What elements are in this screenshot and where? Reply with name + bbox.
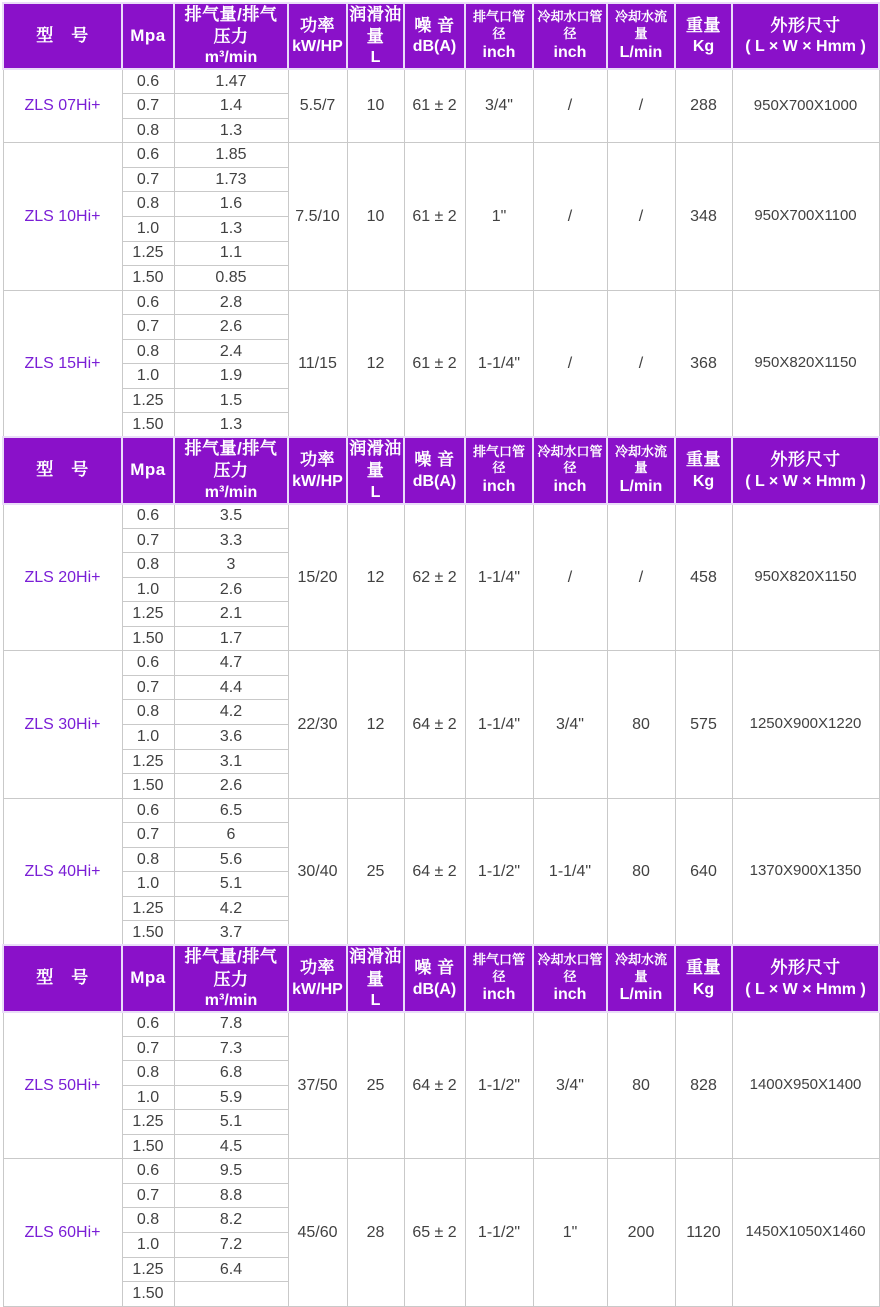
mpa-cell: 1.50	[122, 1134, 174, 1159]
column-header-outlet	[465, 3, 533, 69]
noise-cell: 62 ± 2	[404, 504, 465, 651]
flow-cell: 8.8	[174, 1183, 288, 1208]
column-header-model	[3, 3, 122, 69]
model-cell: ZLS 07Hi+	[3, 69, 122, 143]
header-label: 排气量/排气压力	[184, 5, 278, 47]
dims-cell: 1250X900X1220	[732, 651, 879, 798]
header-label: 重量	[686, 958, 721, 978]
column-header-coolport	[533, 437, 607, 503]
coolport-cell: 3/4"	[533, 651, 607, 798]
power-cell: 5.5/7	[288, 69, 347, 143]
coolport-cell: 1"	[533, 1159, 607, 1306]
header-label: 型 号	[36, 968, 89, 988]
flow-cell: 1.3	[174, 413, 288, 438]
mpa-cell: 0.7	[122, 823, 174, 848]
header-unit: inch	[553, 478, 587, 496]
mpa-cell: 0.7	[122, 94, 174, 119]
model-cell: ZLS 20Hi+	[3, 504, 122, 651]
model-cell: ZLS 50Hi+	[3, 1012, 122, 1159]
column-header-flow	[174, 945, 288, 1011]
flow-cell: 3	[174, 553, 288, 578]
outlet-cell: 1-1/2"	[465, 1159, 533, 1306]
header-label: 噪 音	[414, 16, 455, 36]
header-label: 外形尺寸	[770, 16, 841, 36]
coolflow-cell: 80	[607, 651, 675, 798]
coolflow-cell: 80	[607, 1012, 675, 1159]
flow-cell: 1.6	[174, 192, 288, 217]
header-label: 润滑油量	[349, 439, 402, 481]
oil-cell: 12	[347, 651, 404, 798]
header-unit: L/min	[619, 986, 663, 1004]
flow-cell: 1.73	[174, 167, 288, 192]
header-unit: kW/HP	[292, 472, 343, 490]
mpa-cell: 1.0	[122, 577, 174, 602]
weight-cell: 458	[675, 504, 732, 651]
flow-cell: 7.2	[174, 1233, 288, 1258]
header-label: 润滑油量	[349, 5, 402, 47]
model-cell: ZLS 60Hi+	[3, 1159, 122, 1306]
model-cell: ZLS 15Hi+	[3, 290, 122, 437]
flow-cell	[174, 1282, 288, 1307]
mpa-cell: 0.8	[122, 1061, 174, 1086]
header-unit: ( L × W × Hmm )	[745, 38, 866, 56]
header-unit: dB(A)	[412, 38, 457, 56]
header-unit: Kg	[692, 472, 715, 490]
header-label: Mpa	[130, 26, 166, 46]
coolport-cell: /	[533, 290, 607, 437]
oil-cell: 25	[347, 798, 404, 945]
header-row	[3, 437, 879, 503]
column-header-model	[3, 437, 122, 503]
header-unit: ( L × W × Hmm )	[745, 472, 866, 490]
header-label: 冷却水口管径	[537, 951, 603, 984]
column-header-oil	[347, 945, 404, 1011]
header-row	[3, 945, 879, 1011]
mpa-cell: 1.0	[122, 872, 174, 897]
outlet-cell: 1-1/2"	[465, 798, 533, 945]
table-row	[3, 1159, 879, 1184]
power-cell: 37/50	[288, 1012, 347, 1159]
mpa-cell: 0.6	[122, 143, 174, 168]
header-unit: m³/min	[204, 49, 258, 67]
flow-cell: 1.1	[174, 241, 288, 266]
mpa-cell: 1.50	[122, 413, 174, 438]
header-label: 排气口管径	[472, 9, 525, 42]
flow-cell: 6.5	[174, 798, 288, 823]
coolflow-cell: 80	[607, 798, 675, 945]
header-label: 润滑油量	[349, 947, 402, 989]
header-label: 冷却水流量	[614, 443, 667, 476]
outlet-cell: 1-1/4"	[465, 504, 533, 651]
coolport-cell: /	[533, 504, 607, 651]
flow-cell: 4.2	[174, 700, 288, 725]
column-header-weight	[675, 945, 732, 1011]
mpa-cell: 1.50	[122, 774, 174, 799]
mpa-cell: 0.8	[122, 339, 174, 364]
mpa-cell: 1.50	[122, 626, 174, 651]
mpa-cell: 1.0	[122, 364, 174, 389]
noise-cell: 64 ± 2	[404, 798, 465, 945]
table-row	[3, 143, 879, 168]
coolflow-cell: /	[607, 143, 675, 290]
column-header-model	[3, 945, 122, 1011]
column-header-power	[288, 437, 347, 503]
noise-cell: 64 ± 2	[404, 1012, 465, 1159]
flow-cell: 1.3	[174, 118, 288, 143]
noise-cell: 61 ± 2	[404, 69, 465, 143]
header-label: 排气量/排气压力	[184, 947, 278, 989]
flow-cell: 7.8	[174, 1012, 288, 1037]
flow-cell: 9.5	[174, 1159, 288, 1184]
flow-cell: 3.5	[174, 504, 288, 529]
header-label: 噪 音	[414, 958, 455, 978]
spec-table	[2, 2, 880, 1307]
column-header-dims	[732, 945, 879, 1011]
power-cell: 11/15	[288, 290, 347, 437]
header-unit: inch	[482, 478, 516, 496]
power-cell: 45/60	[288, 1159, 347, 1306]
column-header-outlet	[465, 437, 533, 503]
flow-cell: 4.2	[174, 896, 288, 921]
mpa-cell: 0.7	[122, 675, 174, 700]
header-unit: L/min	[619, 43, 663, 61]
flow-cell: 1.9	[174, 364, 288, 389]
column-header-noise	[404, 945, 465, 1011]
power-cell: 30/40	[288, 798, 347, 945]
header-unit: inch	[553, 986, 587, 1004]
coolport-cell: /	[533, 143, 607, 290]
coolport-cell: /	[533, 69, 607, 143]
column-header-coolport	[533, 945, 607, 1011]
header-label: 噪 音	[414, 450, 455, 470]
mpa-cell: 0.7	[122, 1183, 174, 1208]
flow-cell: 6.8	[174, 1061, 288, 1086]
header-label: 重量	[686, 16, 721, 36]
column-header-weight	[675, 3, 732, 69]
mpa-cell: 1.50	[122, 266, 174, 291]
mpa-cell: 0.7	[122, 315, 174, 340]
flow-cell: 0.85	[174, 266, 288, 291]
coolflow-cell: /	[607, 69, 675, 143]
spec-sheet	[0, 2, 880, 1307]
dims-cell: 1400X950X1400	[732, 1012, 879, 1159]
coolflow-cell: /	[607, 290, 675, 437]
mpa-cell: 0.6	[122, 651, 174, 676]
column-header-noise	[404, 437, 465, 503]
header-unit: kW/HP	[292, 980, 343, 998]
header-label: 外形尺寸	[770, 450, 841, 470]
weight-cell: 348	[675, 143, 732, 290]
oil-cell: 12	[347, 504, 404, 651]
column-header-mpa	[122, 3, 174, 69]
power-cell: 15/20	[288, 504, 347, 651]
model-cell: ZLS 40Hi+	[3, 798, 122, 945]
header-unit: m³/min	[204, 991, 258, 1009]
outlet-cell: 3/4"	[465, 69, 533, 143]
mpa-cell: 0.6	[122, 504, 174, 529]
outlet-cell: 1-1/2"	[465, 1012, 533, 1159]
mpa-cell: 1.0	[122, 216, 174, 241]
header-unit: kW/HP	[292, 38, 343, 56]
flow-cell: 1.47	[174, 69, 288, 94]
header-unit: ( L × W × Hmm )	[745, 980, 866, 998]
header-label: 重量	[686, 450, 721, 470]
header-label: 型 号	[36, 460, 89, 480]
flow-cell: 8.2	[174, 1208, 288, 1233]
column-header-noise	[404, 3, 465, 69]
header-unit: dB(A)	[412, 472, 457, 490]
flow-cell: 3.7	[174, 921, 288, 946]
mpa-cell: 0.8	[122, 700, 174, 725]
dims-cell: 950X820X1150	[732, 290, 879, 437]
outlet-cell: 1-1/4"	[465, 290, 533, 437]
table-row	[3, 651, 879, 676]
column-header-outlet	[465, 945, 533, 1011]
column-header-mpa	[122, 945, 174, 1011]
model-cell: ZLS 30Hi+	[3, 651, 122, 798]
mpa-cell: 1.0	[122, 725, 174, 750]
power-cell: 7.5/10	[288, 143, 347, 290]
mpa-cell: 0.7	[122, 1036, 174, 1061]
mpa-cell: 1.25	[122, 749, 174, 774]
header-label: 功率	[300, 958, 335, 978]
header-unit: inch	[482, 986, 516, 1004]
flow-cell: 5.1	[174, 1110, 288, 1135]
column-header-coolflow	[607, 3, 675, 69]
table-row	[3, 69, 879, 94]
flow-cell: 6	[174, 823, 288, 848]
header-label: 外形尺寸	[770, 958, 841, 978]
header-label: 功率	[300, 450, 335, 470]
mpa-cell: 0.7	[122, 167, 174, 192]
header-label: 冷却水流量	[614, 951, 667, 984]
header-label: 排气口管径	[472, 951, 525, 984]
flow-cell: 1.85	[174, 143, 288, 168]
mpa-cell: 1.0	[122, 1233, 174, 1258]
flow-cell: 7.3	[174, 1036, 288, 1061]
table-row	[3, 798, 879, 823]
oil-cell: 10	[347, 69, 404, 143]
header-label: 排气口管径	[472, 443, 525, 476]
header-label: Mpa	[130, 460, 166, 480]
dims-cell: 950X700X1000	[732, 69, 879, 143]
flow-cell: 4.4	[174, 675, 288, 700]
flow-cell: 4.5	[174, 1134, 288, 1159]
outlet-cell: 1"	[465, 143, 533, 290]
header-label: 功率	[300, 16, 335, 36]
mpa-cell: 1.0	[122, 1085, 174, 1110]
header-unit: Kg	[692, 38, 715, 56]
flow-cell: 3.6	[174, 725, 288, 750]
header-label: 型 号	[36, 26, 89, 46]
mpa-cell: 0.8	[122, 118, 174, 143]
dims-cell: 1450X1050X1460	[732, 1159, 879, 1306]
weight-cell: 368	[675, 290, 732, 437]
mpa-cell: 0.7	[122, 528, 174, 553]
flow-cell: 6.4	[174, 1257, 288, 1282]
flow-cell: 1.5	[174, 388, 288, 413]
weight-cell: 828	[675, 1012, 732, 1159]
oil-cell: 10	[347, 143, 404, 290]
oil-cell: 12	[347, 290, 404, 437]
header-unit: inch	[482, 43, 516, 61]
mpa-cell: 1.25	[122, 1110, 174, 1135]
model-cell: ZLS 10Hi+	[3, 143, 122, 290]
flow-cell: 5.1	[174, 872, 288, 897]
weight-cell: 575	[675, 651, 732, 798]
column-header-coolflow	[607, 945, 675, 1011]
header-label: Mpa	[130, 968, 166, 988]
header-unit: dB(A)	[412, 980, 457, 998]
noise-cell: 65 ± 2	[404, 1159, 465, 1306]
column-header-mpa	[122, 437, 174, 503]
header-unit: inch	[553, 43, 587, 61]
column-header-coolflow	[607, 437, 675, 503]
header-label: 排气量/排气压力	[184, 439, 278, 481]
mpa-cell: 1.25	[122, 388, 174, 413]
noise-cell: 64 ± 2	[404, 651, 465, 798]
flow-cell: 2.6	[174, 577, 288, 602]
column-header-power	[288, 945, 347, 1011]
header-unit: L/min	[619, 478, 663, 496]
mpa-cell: 1.50	[122, 921, 174, 946]
coolflow-cell: 200	[607, 1159, 675, 1306]
mpa-cell: 1.25	[122, 896, 174, 921]
noise-cell: 61 ± 2	[404, 143, 465, 290]
noise-cell: 61 ± 2	[404, 290, 465, 437]
coolflow-cell: /	[607, 504, 675, 651]
flow-cell: 5.9	[174, 1085, 288, 1110]
weight-cell: 288	[675, 69, 732, 143]
mpa-cell: 0.8	[122, 192, 174, 217]
table-row	[3, 504, 879, 529]
flow-cell: 3.3	[174, 528, 288, 553]
flow-cell: 2.4	[174, 339, 288, 364]
mpa-cell: 1.25	[122, 602, 174, 627]
mpa-cell: 0.6	[122, 798, 174, 823]
coolport-cell: 3/4"	[533, 1012, 607, 1159]
column-header-oil	[347, 437, 404, 503]
oil-cell: 25	[347, 1012, 404, 1159]
weight-cell: 1120	[675, 1159, 732, 1306]
dims-cell: 1370X900X1350	[732, 798, 879, 945]
header-unit: L	[370, 49, 381, 67]
flow-cell: 2.1	[174, 602, 288, 627]
flow-cell: 4.7	[174, 651, 288, 676]
column-header-flow	[174, 3, 288, 69]
flow-cell: 1.7	[174, 626, 288, 651]
dims-cell: 950X820X1150	[732, 504, 879, 651]
header-unit: m³/min	[204, 483, 258, 501]
dims-cell: 950X700X1100	[732, 143, 879, 290]
header-row	[3, 3, 879, 69]
column-header-power	[288, 3, 347, 69]
header-unit: Kg	[692, 980, 715, 998]
column-header-oil	[347, 3, 404, 69]
coolport-cell: 1-1/4"	[533, 798, 607, 945]
table-row	[3, 1012, 879, 1037]
mpa-cell: 1.25	[122, 241, 174, 266]
header-unit: L	[370, 483, 381, 501]
mpa-cell: 1.50	[122, 1282, 174, 1307]
mpa-cell: 0.8	[122, 847, 174, 872]
flow-cell: 1.3	[174, 216, 288, 241]
mpa-cell: 0.6	[122, 1012, 174, 1037]
flow-cell: 2.6	[174, 774, 288, 799]
mpa-cell: 0.6	[122, 1159, 174, 1184]
header-label: 冷却水口管径	[537, 9, 603, 42]
column-header-dims	[732, 3, 879, 69]
spec-table-body	[3, 3, 879, 1306]
header-label: 冷却水口管径	[537, 443, 603, 476]
flow-cell: 2.8	[174, 290, 288, 315]
oil-cell: 28	[347, 1159, 404, 1306]
header-label: 冷却水流量	[614, 9, 667, 42]
flow-cell: 2.6	[174, 315, 288, 340]
flow-cell: 5.6	[174, 847, 288, 872]
column-header-flow	[174, 437, 288, 503]
table-row	[3, 290, 879, 315]
column-header-coolport	[533, 3, 607, 69]
flow-cell: 3.1	[174, 749, 288, 774]
mpa-cell: 0.6	[122, 290, 174, 315]
mpa-cell: 1.25	[122, 1257, 174, 1282]
flow-cell: 1.4	[174, 94, 288, 119]
outlet-cell: 1-1/4"	[465, 651, 533, 798]
mpa-cell: 0.6	[122, 69, 174, 94]
column-header-weight	[675, 437, 732, 503]
header-unit: L	[370, 991, 381, 1009]
weight-cell: 640	[675, 798, 732, 945]
power-cell: 22/30	[288, 651, 347, 798]
column-header-dims	[732, 437, 879, 503]
mpa-cell: 0.8	[122, 1208, 174, 1233]
mpa-cell: 0.8	[122, 553, 174, 578]
